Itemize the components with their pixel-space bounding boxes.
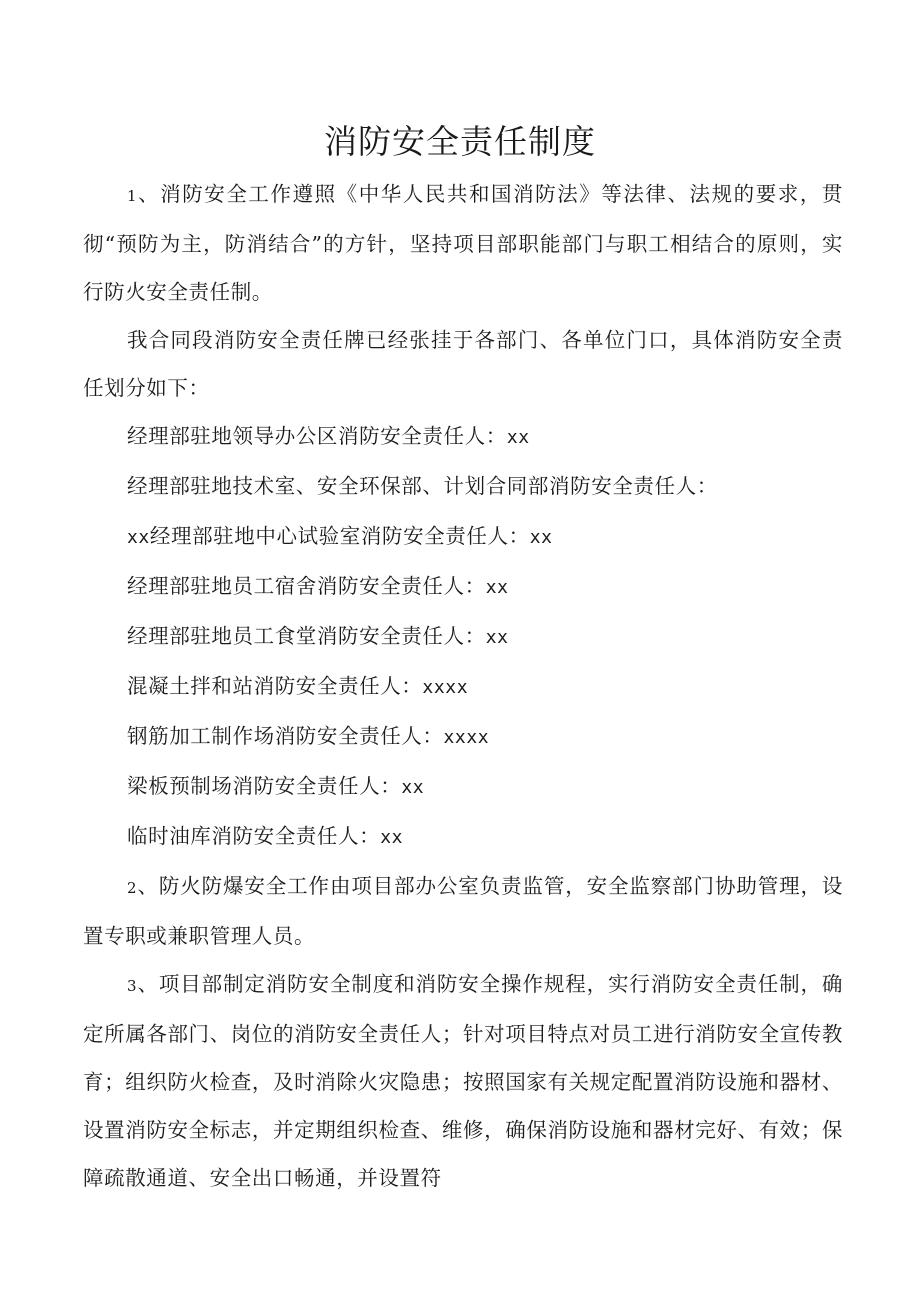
assignment-line: 钢筋加工制作场消防安全责任人：xxxx — [127, 724, 490, 748]
document-title: 消防安全责任制度 — [324, 122, 596, 161]
section-2-number: 2 — [127, 879, 138, 897]
section-3-text: 、项目部制定消防安全制度和消防安全操作规程，实行消防安全责任制，确定所属各部门、岗位的消防安全责任人；针对项目特点对员工进行消防安全宣传教育；组织防火检查，及时消除火灾隐患；按照国家有关规定配置消防设施和器材、设置消防安全标志，并定期组织检查、维修，确保消防设施和器材完好、有效；保障疏散通道、安全出口畅通，并设置符 — [83, 972, 843, 1190]
assignment-line: 临时油库消防安全责任人：xx — [127, 824, 404, 848]
document-body — [83, 170, 843, 1202]
assignment-line: 混凝土拌和站消防安全责任人：xxxx — [127, 674, 469, 698]
assignment-line: 经理部驻地技术室、安全环保部、计划合同部消防安全责任人： — [127, 474, 718, 498]
section-1-number: 1 — [127, 187, 138, 205]
section-2-paragraph — [83, 862, 843, 960]
section-1-text: 、消防安全工作遵照《中华人民共和国消防法》等法律、法规的要求，贯彻“预防为主，防消结合”的方针，坚持项目部职能部门与职工相结合的原则，实行防火安全责任制。 — [83, 182, 843, 304]
assignment-line: 经理部驻地员工食堂消防安全责任人：xx — [127, 624, 509, 648]
intro-paragraph: 我合同段消防安全责任牌已经张挂于各部门、各单位门口，具体消防安全责任划分如下： — [83, 328, 843, 400]
section-1-paragraph — [83, 170, 843, 316]
section-3-paragraph — [83, 960, 843, 1202]
section-3-number: 3 — [127, 977, 138, 995]
assignment-line: 经理部驻地领导办公区消防安全责任人：xx — [127, 424, 530, 448]
assignment-line: 梁板预制场消防安全责任人：xx — [127, 774, 425, 798]
assignment-line: xx经理部驻地中心试验室消防安全责任人：xx — [127, 524, 553, 548]
section-2-text: 、防火防爆安全工作由项目部办公室负责监管，安全监察部门协助管理，设置专职或兼职管理人员。 — [83, 874, 843, 948]
assignment-line: 经理部驻地员工宿舍消防安全责任人：xx — [127, 574, 509, 598]
